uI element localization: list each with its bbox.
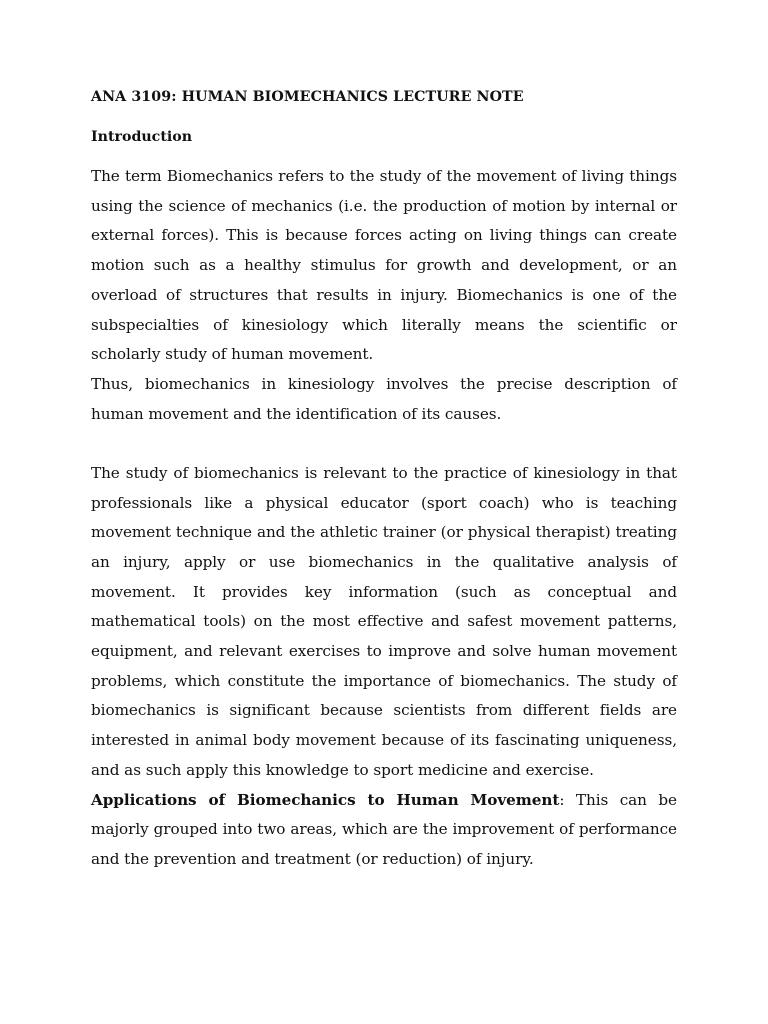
paragraph-relevance: The study of biomechanics is relevant to the practice of kinesiology in that professionals like a physical educator (sport coach) who is teaching movement technique and the athletic trainer (or physical therapist) treating an injury, apply or use biomechanics in the qualitative analysis of movement. It provides key information (such as conceptual and mathematical tools) on the most effective and safest movement patterns, equipment, and relevant exercises to improve and solve human movement problems, which constitute the importance of biomechanics. The study of biomechanics is significant because scientists from different fields are interested in animal body movement because of its fascinating uniqueness, and as such apply this knowledge to sport medicine and exercise.	[91, 463, 677, 779]
paragraph-applications	[91, 786, 677, 875]
document-body	[91, 84, 677, 875]
paragraph-kinesiology: Thus, biomechanics in kinesiology involves the precise description of human movement and the identification of its causes.	[91, 374, 677, 423]
document-title: ANA 3109: HUMAN BIOMECHANICS LECTURE NOTE	[91, 89, 524, 105]
paragraph-biomechanics-definition: The term Biomechanics refers to the study of the movement of living things using the science of mechanics (i.e. the production of motion by internal or external forces). This is because forces acting on living things can create motion such as a healthy stimulus for growth and development, or an overload of structures that results in injury. Biomechanics is one of the subspecialties of kinesiology which literally means the scientific or scholarly study of human movement.	[91, 167, 677, 364]
introduction-heading: Introduction	[91, 129, 193, 145]
applications-text: : This can be majorly grouped into two areas, which are the improvement of performance and the prevention and treatment (or reduction) of injury.	[91, 790, 677, 868]
applications-heading: Applications of Biomechanics to Human Movement	[91, 790, 560, 809]
